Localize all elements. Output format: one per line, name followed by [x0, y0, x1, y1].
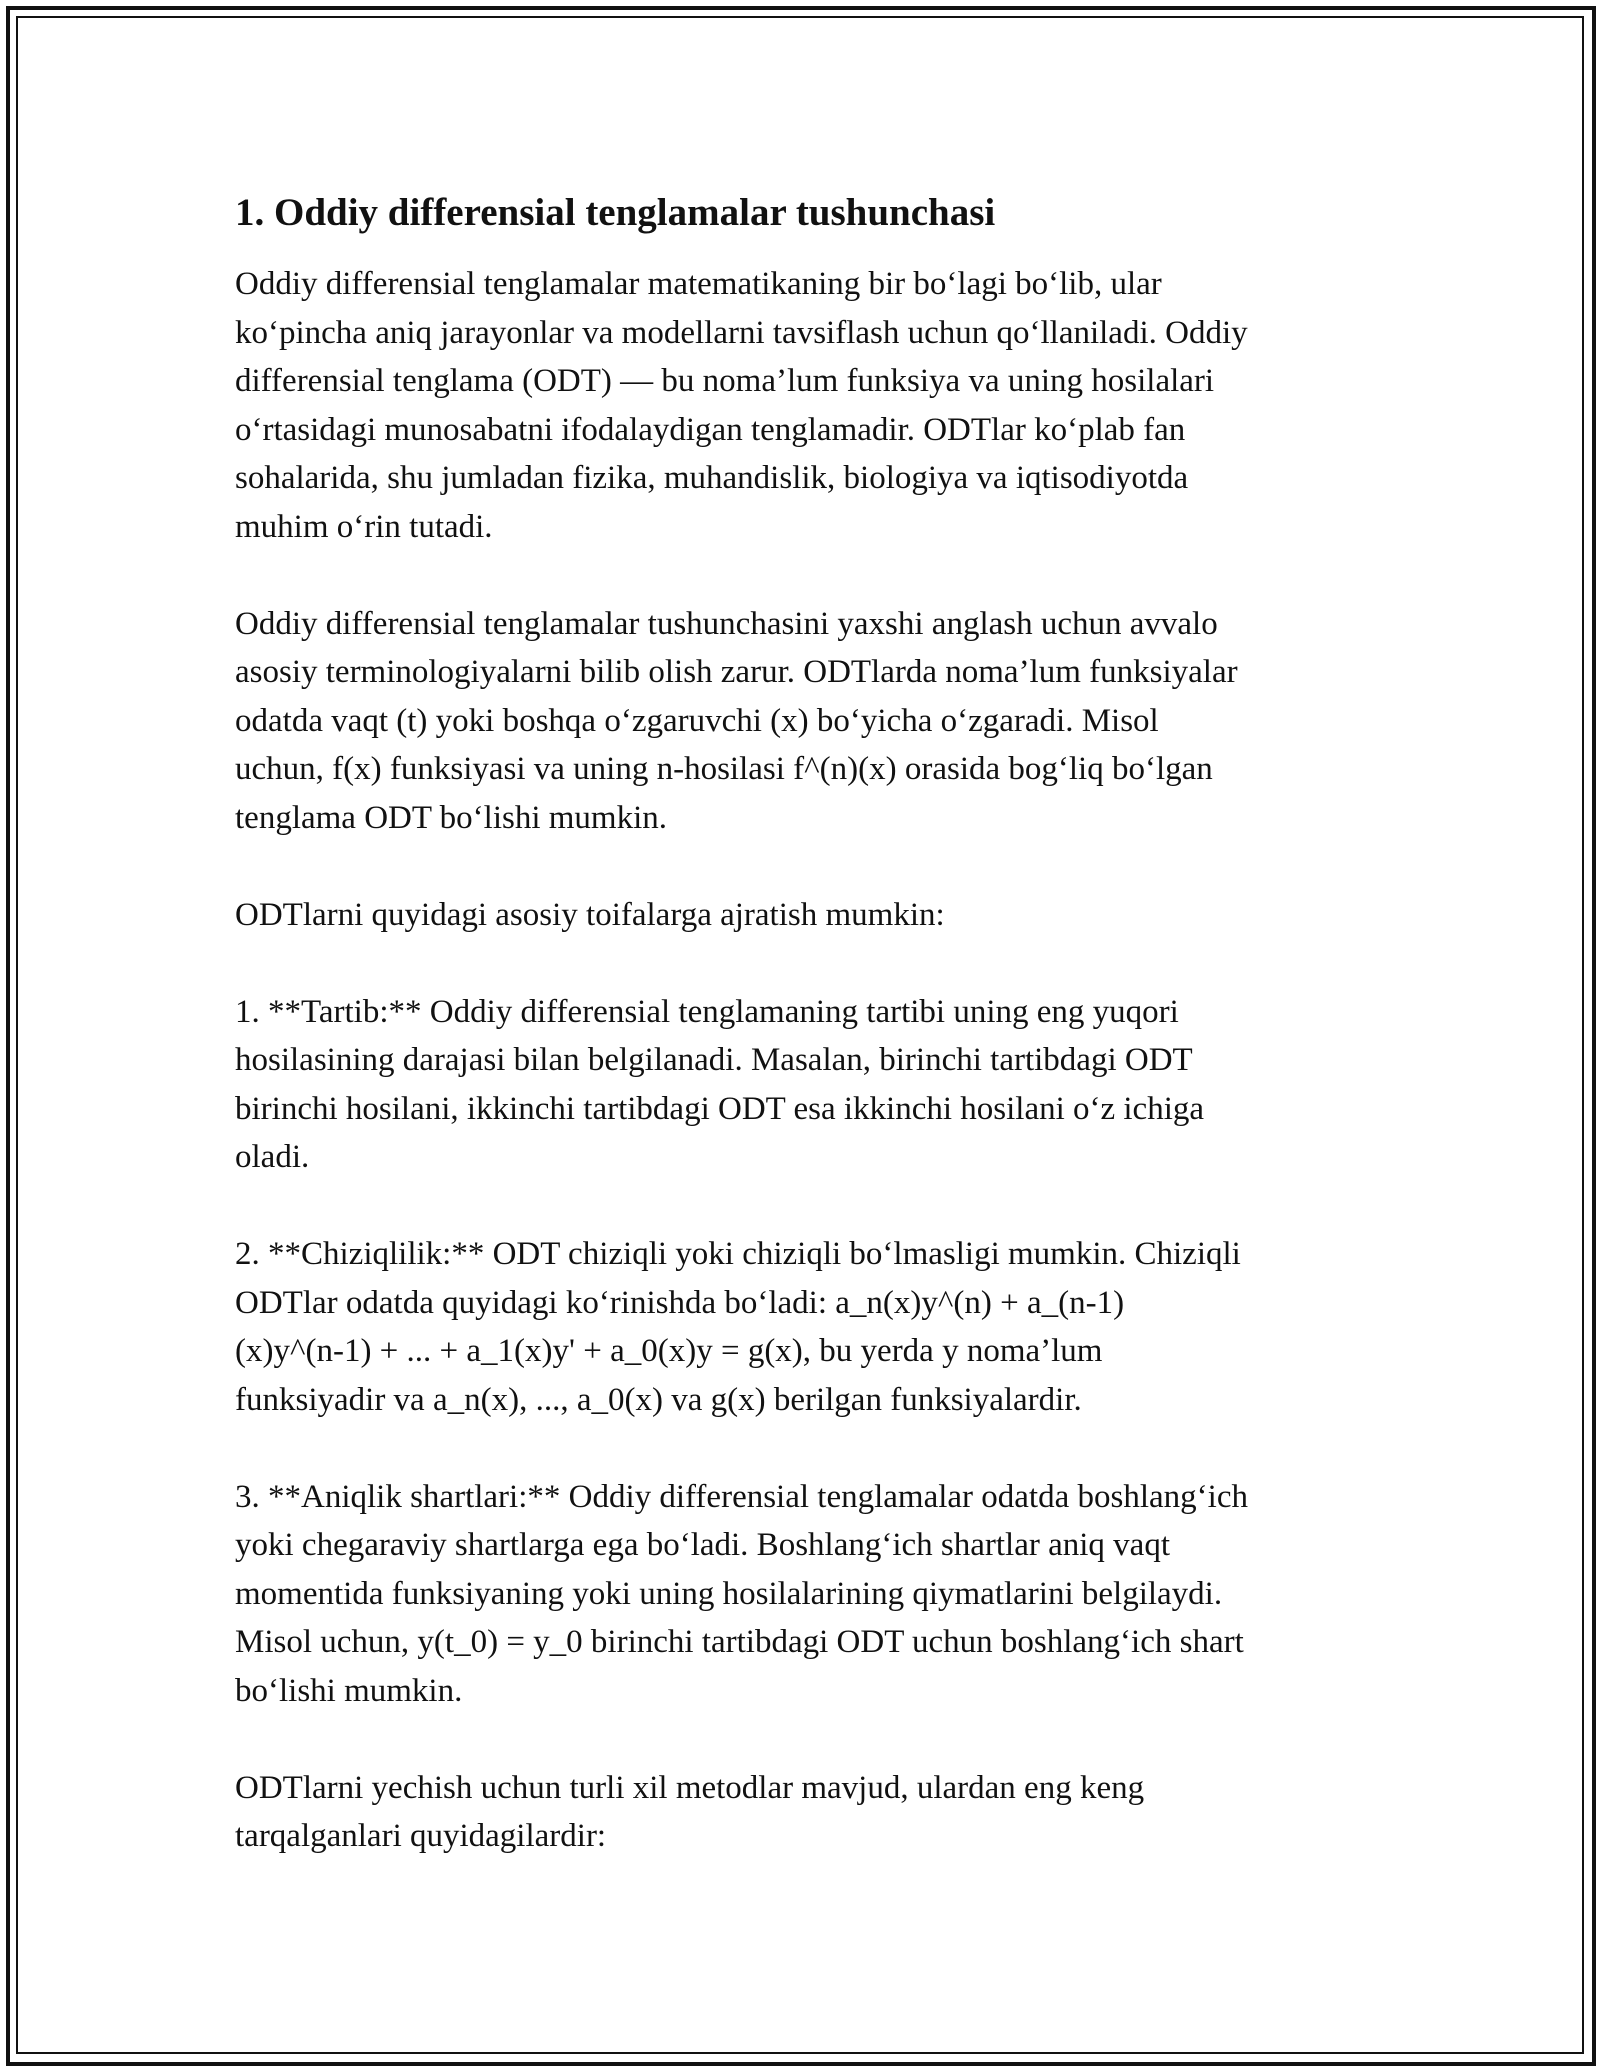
section-heading: 1. Oddiy differensial tenglamalar tushunchasi	[235, 191, 996, 234]
paragraph-methods-intro: ODTlarni yechish uchun turli xil metodlar mavjud, ulardan eng keng tarqalganlari quyidagilardir:	[235, 1769, 1145, 1854]
list-item-order: 1. **Tartib:** Oddiy differensial tenglamaning tartibi uning eng yuqori hosilasining darajasi bilan belgilanadi. Masalan, birinchi tartibdagi ODT birinchi hosilani, ikkinchi tartibdagi ODT esa ikkinchi hosilani o‘z ichiga oladi.	[235, 993, 1205, 1175]
document-body	[235, 188, 1375, 1861]
paragraph-terminology: Oddiy differensial tenglamalar tushunchasini yaxshi anglash uchun avvalo asosiy terminologiyalarni bilib olish zarur. ODTlarda noma’lum funksiyalar odatda vaqt (t) yoki boshqa o‘zgaruvchi (x) bo‘yicha o‘zgaradi. Misol uchun, f(x) funksiyasi va uning n-hosilasi f^(n)(x) orasida bog‘liq bo‘lgan tenglama ODT bo‘lishi mumkin.	[235, 605, 1238, 836]
paragraph-categories-intro: ODTlarni quyidagi asosiy toifalarga ajratish mumkin:	[235, 896, 945, 933]
paragraph-intro: Oddiy differensial tenglamalar matematikaning bir bo‘lagi bo‘lib, ular ko‘pincha aniq jarayonlar va modellarni tavsiflash uchun qo‘llaniladi. Oddiy differensial tenglama (ODT) — bu noma’lum funksiya va uning hosilalari o‘rtasidagi munosabatni ifodalaydigan tenglamadir. ODTlar ko‘plab fan sohalarida, shu jumladan fizika, muhandislik, biologiya va iqtisodiyotda muhim o‘rin tutadi.	[235, 266, 1248, 545]
list-item-linearity: 2. **Chiziqlilik:** ODT chiziqli yoki chiziqli bo‘lmasligi mumkin. Chiziqli ODTlar odatda quyidagi ko‘rinishda bo‘ladi: a_n(x)y^(n) + a_(n-1) (x)y^(n-1) + ... + a_1(x)y' + a_0(x)y = g(x), bu yerda y noma’lum funksiyadir va a_n(x), ..., a_0(x) va g(x) berilgan funksiyalardir.	[235, 1236, 1241, 1418]
list-item-conditions: 3. **Aniqlik shartlari:** Oddiy differensial tenglamalar odatda boshlang‘ich yoki chegaraviy shartlarga ega bo‘ladi. Boshlang‘ich shartlar aniq vaqt momentida funksiyaning yoki uning hosilalarining qiymatlarini belgilaydi. Misol uchun, y(t_0) = y_0 birinchi tartibdagi ODT uchun boshlang‘ich shart bo‘lishi mumkin.	[235, 1478, 1248, 1709]
